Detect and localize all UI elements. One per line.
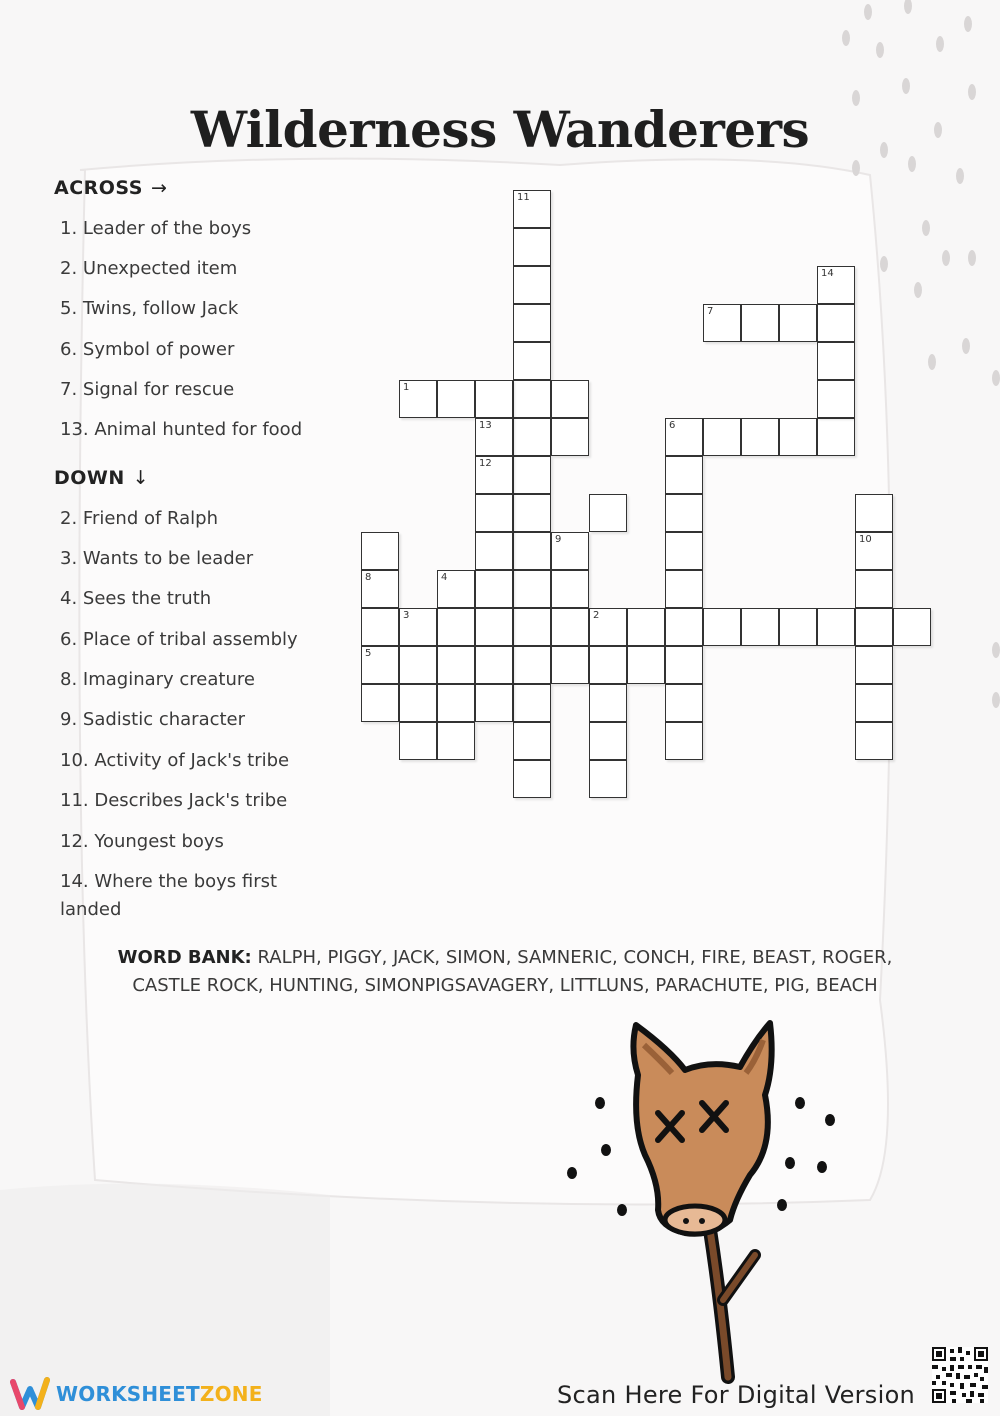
clue-number: 6 <box>669 420 676 431</box>
down-clue: 2. Friend of Ralph <box>60 508 219 529</box>
down-heading-label: DOWN <box>54 467 125 489</box>
scan-instruction: Scan Here For Digital Version <box>557 1381 916 1409</box>
down-heading <box>54 467 149 489</box>
down-clue: 10. Activity of Jack's tribe <box>60 750 290 771</box>
down-clue: 3. Wants to be leader <box>60 548 254 569</box>
clue-number: 12 <box>479 458 492 469</box>
word-bank <box>90 944 920 1000</box>
down-clue: 14. Where the boys first landed <box>60 871 278 920</box>
worksheet-zone-logo[interactable] <box>10 1377 263 1411</box>
across-heading-label: ACROSS <box>54 177 143 199</box>
clue-number: 3 <box>403 610 410 621</box>
down-clue: 11. Describes Jack's tribe <box>60 790 288 811</box>
clue-number: 10 <box>859 534 872 545</box>
arrow-right-icon: → <box>150 177 168 199</box>
clue-number: 4 <box>441 572 448 583</box>
across-clue: 6. Symbol of power <box>60 339 235 360</box>
clue-number: 7 <box>707 306 714 317</box>
clue-number: 8 <box>365 572 372 583</box>
qr-code-icon[interactable] <box>932 1347 988 1403</box>
clue-number: 2 <box>593 610 600 621</box>
word-bank-label: WORD BANK: <box>117 947 252 968</box>
down-clue: 9. Sadistic character <box>60 709 246 730</box>
word-bank-words: RALPH, PIGGY, JACK, SIMON, SAMNERIC, CONCH, FIRE, BEAST, ROGER, CASTLE ROCK, HUNTING, SIMONPIGSAVAGERY, LITTLUNS, PARACHUTE, PIG, BEACH <box>132 947 893 996</box>
clue-number: 13 <box>479 420 492 431</box>
worksheet-zone-logo-icon <box>10 1377 50 1411</box>
arrow-down-icon: ↓ <box>132 467 150 489</box>
clue-number: 11 <box>517 192 530 203</box>
across-clue: 2. Unexpected item <box>60 258 238 279</box>
clue-number: 5 <box>365 648 372 659</box>
across-clue: 13. Animal hunted for food <box>60 419 303 440</box>
across-heading <box>54 177 167 199</box>
worksheet-title: Wilderness Wanderers <box>190 100 810 159</box>
down-clue: 12. Youngest boys <box>60 831 224 852</box>
logo-text-main: WORKSHEET <box>56 1382 200 1406</box>
clue-number: 14 <box>821 268 834 279</box>
across-clue: 5. Twins, follow Jack <box>60 298 239 319</box>
across-clue: 1. Leader of the boys <box>60 218 252 239</box>
across-clue: 7. Signal for rescue <box>60 379 235 400</box>
clue-number: 1 <box>403 382 410 393</box>
down-clue: 8. Imaginary creature <box>60 669 255 690</box>
clue-number: 9 <box>555 534 562 545</box>
down-clue: 6. Place of tribal assembly <box>60 629 298 650</box>
pig-head-on-stick-icon <box>560 1015 840 1385</box>
down-clue: 4. Sees the truth <box>60 588 212 609</box>
logo-text-accent: ZONE <box>199 1382 263 1406</box>
logo-text <box>56 1382 263 1406</box>
